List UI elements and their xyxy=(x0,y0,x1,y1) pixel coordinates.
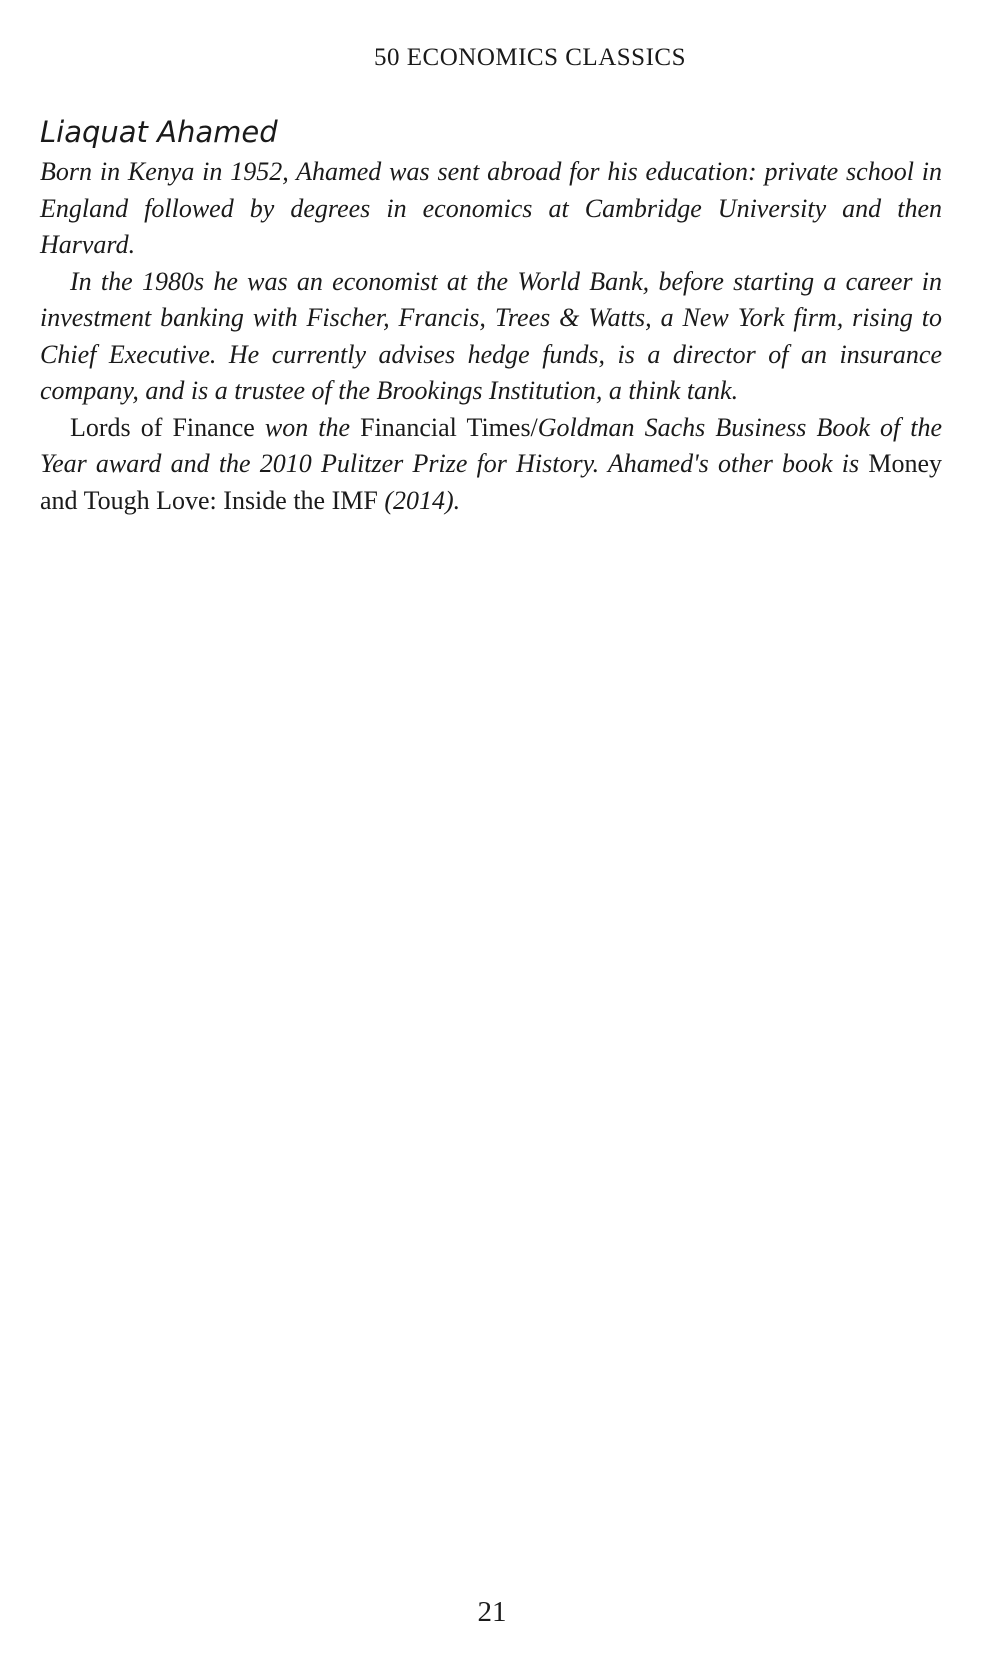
book-title-money-and-tough-love: Money and Tough Love: Inside the IMF xyxy=(40,449,942,515)
bio-text-segment: Goldman Sachs Business Book of the Year award and the 2010 Pulitzer Prize for History. Ahamed's other book is xyxy=(40,412,943,478)
publication-title-financial-times: Financial Times/ xyxy=(360,412,538,442)
bio-text-segment: (2014). xyxy=(377,485,461,515)
author-bio xyxy=(40,112,942,519)
bio-paragraph-3 xyxy=(40,410,942,520)
page-number: 21 xyxy=(477,1596,507,1628)
book-title-lords-of-finance: Lords of Finance xyxy=(70,412,255,442)
running-head: 50 ECONOMICS CLASSICS xyxy=(374,44,686,71)
bio-heading: Liaquat Ahamed xyxy=(40,115,278,149)
bio-text-segment: won the xyxy=(254,412,361,442)
bio-paragraph-2: In the 1980s he was an economist at the World Bank, before starting a career in investment banking with Fischer, Francis, Trees & Watts, a New York firm, rising to Chief Executive. He currently advises hedge funds, is a director of an insurance company, and is a trustee of the Brookings Institution, a think tank. xyxy=(40,266,942,405)
bio-paragraph-1: Born in Kenya in 1952, Ahamed was sent abroad for his education: private school in England followed by degrees in economics at Cambridge University and then Harvard. xyxy=(40,157,942,259)
